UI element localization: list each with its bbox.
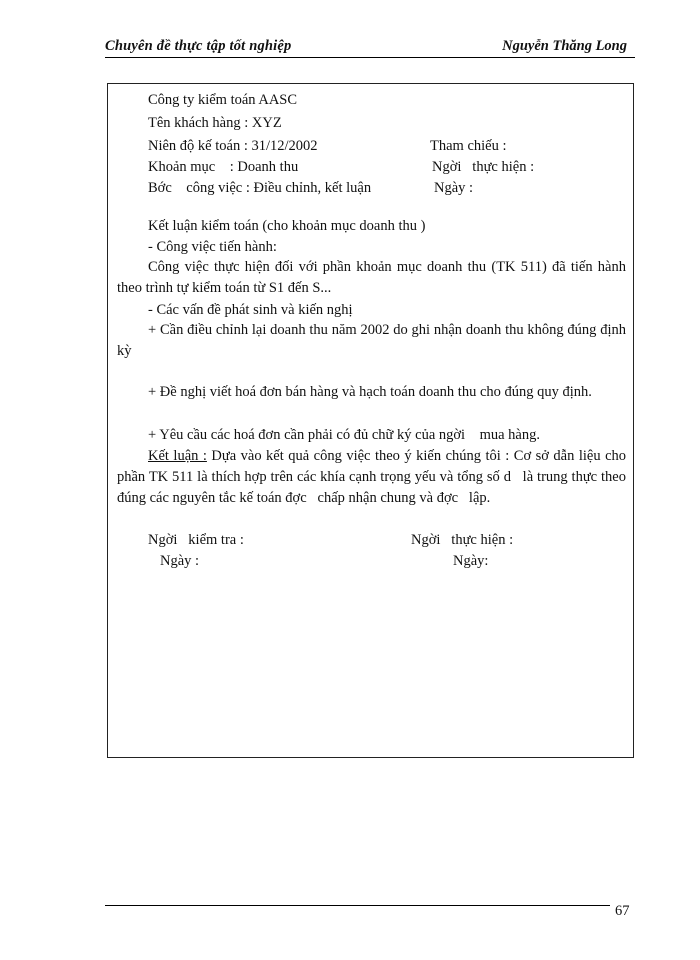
work-title: - Công việc tiến hành: [148, 239, 277, 255]
page-header [105, 38, 635, 62]
preparer-date: Ngày: [453, 553, 489, 569]
issue-2-text: + Đề nghị viết hoá đơn bán hàng và hạch toán doanh thu cho đúng quy định. [148, 384, 592, 400]
account-item: Khoản mục : Doanh thu [148, 159, 299, 175]
preparer-label: Ngời thực hiện : [411, 532, 514, 548]
header-title: Chuyên đề thực tập tốt nghiệp [105, 38, 292, 54]
work-paragraph [117, 257, 626, 299]
client-name: Tên khách hàng : XYZ [148, 115, 282, 131]
work-step: Bớc công việc : Điều chỉnh, kết luận [148, 180, 372, 196]
issue-2-paragraph [117, 382, 626, 403]
fiscal-period: Niên độ kế toán : 31/12/2002 [148, 138, 318, 154]
performer-label: Ngời thực hiện : [432, 159, 535, 175]
header-rule [105, 57, 635, 58]
company-name: Công ty kiểm toán AASC [148, 92, 298, 108]
page-number: 67 [615, 903, 630, 919]
reviewer-date: Ngày : [160, 553, 200, 569]
reference-label: Tham chiếu : [430, 138, 507, 154]
work-text: Công việc thực hiện đối với phần khoản mục doanh thu (TK 511) đã tiến hành theo trình tự kiểm toán từ S1 đến S... [117, 259, 626, 296]
issue-3-text: + Yêu cầu các hoá đơn cần phải có đủ chữ ký của ngời mua hàng. [148, 427, 540, 443]
date-label: Ngày : [434, 180, 474, 196]
issues-title: - Các vấn đề phát sinh và kiến nghị [148, 302, 353, 318]
header-author: Nguyễn Thăng Long [502, 38, 627, 54]
footer-rule [105, 905, 610, 906]
conclusion-paragraph [117, 446, 630, 509]
issue-1-paragraph [117, 320, 626, 362]
issue-1-text: + Cần điều chỉnh lại doanh thu năm 2002 do ghi nhận doanh thu không đúng định kỳ [117, 322, 626, 359]
conclusion-text: Dựa vào kết quả công việc theo ý kiến chúng tôi : Cơ sở dẫn liệu cho phần TK 511 là thích hợp trên các khía cạnh trọng yếu và tổng số d là trung thực theo đúng các nguyên tắc kế toán đợc chấp nhận chung và đợc lập. [117, 448, 630, 506]
reviewer-label: Ngời kiểm tra : [148, 532, 244, 548]
conclusion-label: Kết luận : [148, 448, 207, 464]
conclusion-heading: Kết luận kiểm toán (cho khoản mục doanh thu ) [148, 218, 426, 234]
